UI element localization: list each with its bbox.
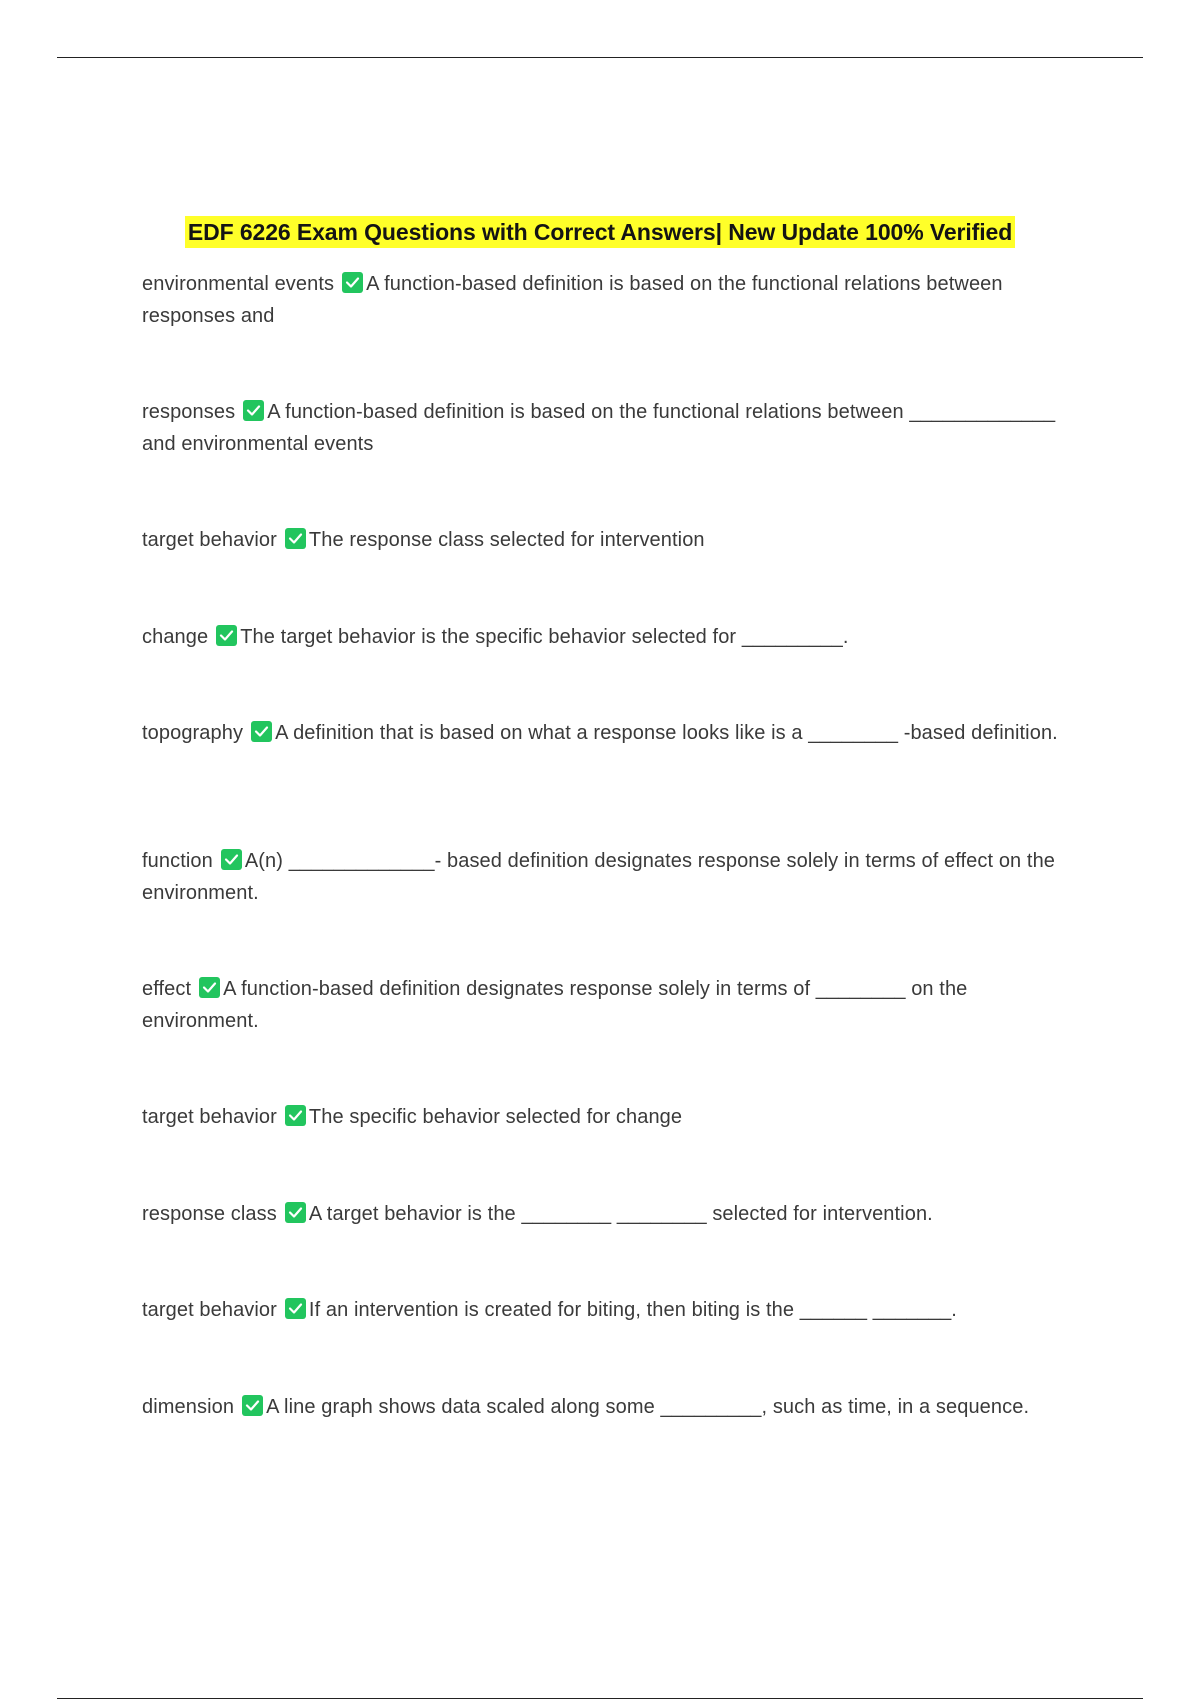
flashcard-item (142, 524, 1062, 556)
card-term: response class (142, 1203, 277, 1225)
flashcard-item (142, 717, 1062, 749)
card-term: change (142, 626, 209, 648)
card-definition: A function-based definition designates response solely in terms of ________ on the environment. (142, 978, 968, 1032)
card-definition: A definition that is based on what a response looks like is a ________ -based definition. (275, 722, 1058, 744)
checkmark-icon (285, 1298, 306, 1319)
flashcard-item (142, 621, 1062, 653)
flashcard-item (142, 973, 1062, 1037)
card-term: target behavior (142, 1106, 277, 1128)
card-definition: The target behavior is the specific behavior selected for _________. (240, 626, 849, 648)
card-definition: A function-based definition is based on the functional relations between responses and (142, 273, 1003, 327)
card-term: target behavior (142, 1299, 277, 1321)
card-term: effect (142, 978, 192, 1000)
checkmark-icon (285, 1105, 306, 1126)
title-container (0, 216, 1200, 248)
flashcard-item (142, 845, 1062, 909)
checkmark-icon (285, 528, 306, 549)
checkmark-icon (221, 849, 242, 870)
flashcard-item (142, 396, 1062, 460)
card-definition: A function-based definition is based on the functional relations between _____________ and environmental events (142, 401, 1056, 455)
card-definition: A line graph shows data scaled along some _________, such as time, in a sequence. (266, 1396, 1030, 1418)
flashcard-item (142, 268, 1062, 332)
card-definition: A target behavior is the ________ ________ selected for intervention. (308, 1203, 933, 1225)
flashcard-item (142, 1101, 1062, 1133)
footer-rule (57, 1698, 1143, 1699)
card-definition: If an intervention is created for biting, then biting is the ______ _______. (308, 1299, 957, 1321)
checkmark-icon (342, 272, 363, 293)
flashcard-item (142, 1294, 1062, 1326)
card-term: topography (142, 722, 244, 744)
card-term: target behavior (142, 529, 277, 551)
page-title: EDF 6226 Exam Questions with Correct Answers| New Update 100% Verified (185, 216, 1015, 248)
header-rule (57, 57, 1143, 58)
card-term: function (142, 850, 213, 872)
card-term: responses (142, 401, 236, 423)
checkmark-icon (199, 977, 220, 998)
checkmark-icon (243, 400, 264, 421)
card-definition: A(n) _____________- based definition designates response solely in terms of effect on the environment. (142, 850, 1056, 904)
card-term: dimension (142, 1396, 235, 1418)
card-definition: The response class selected for intervention (308, 529, 705, 551)
card-definition: The specific behavior selected for change (308, 1106, 683, 1128)
checkmark-icon (216, 625, 237, 646)
checkmark-icon (285, 1202, 306, 1223)
checkmark-icon (251, 721, 272, 742)
card-term: environmental events (142, 273, 335, 295)
checkmark-icon (242, 1395, 263, 1416)
flashcard-item (142, 1198, 1062, 1230)
flashcard-item (142, 1391, 1062, 1423)
